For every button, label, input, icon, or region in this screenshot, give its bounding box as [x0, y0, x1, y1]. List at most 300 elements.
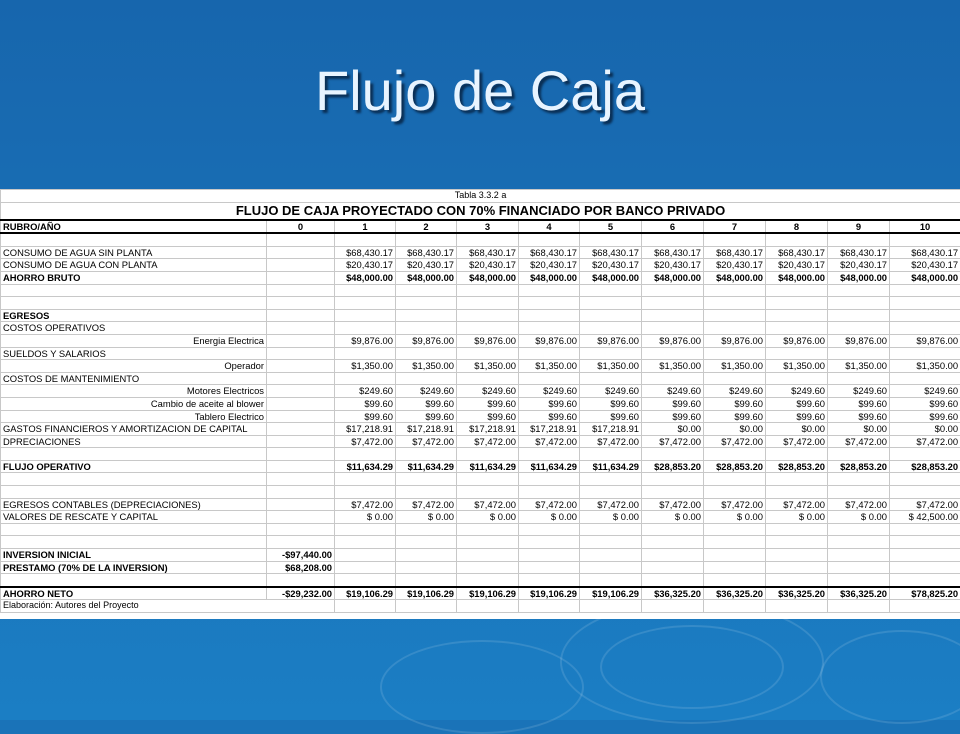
row-value-cell	[642, 473, 704, 486]
row-value-cell	[267, 410, 335, 423]
row-value-cell: $99.60	[519, 410, 580, 423]
row-value-cell	[396, 473, 457, 486]
row-value-cell: $11,634.29	[519, 460, 580, 473]
row-value-cell	[580, 297, 642, 310]
row-label: EGRESOS	[1, 309, 267, 322]
row-value-cell: $9,876.00	[335, 334, 396, 347]
row-value-cell	[335, 233, 396, 246]
row-value-cell	[642, 574, 704, 587]
row-value-cell	[704, 473, 766, 486]
empty-cell	[335, 600, 396, 613]
row-value-cell: $7,472.00	[766, 498, 828, 511]
row-value-cell	[766, 233, 828, 246]
row-value-cell	[335, 523, 396, 536]
row-value-cell	[642, 448, 704, 461]
row-value-cell	[642, 372, 704, 385]
row-value-cell: $9,876.00	[519, 334, 580, 347]
row-value-cell	[396, 347, 457, 360]
row-value-cell	[828, 549, 890, 562]
row-value-cell: $48,000.00	[890, 271, 960, 284]
row-label	[1, 536, 267, 549]
table-row	[1, 397, 960, 410]
row-value-cell: $7,472.00	[457, 498, 519, 511]
year-header: 2	[396, 220, 457, 234]
row-value-cell: $ 42,500.00	[890, 511, 960, 524]
row-value-cell: $20,430.17	[457, 259, 519, 272]
row-value-cell	[519, 561, 580, 574]
row-value-cell: $20,430.17	[642, 259, 704, 272]
row-value-cell: $249.60	[890, 385, 960, 398]
row-value-cell	[519, 347, 580, 360]
table-row	[1, 259, 960, 272]
row-value-cell	[267, 460, 335, 473]
row-value-cell	[396, 309, 457, 322]
row-value-cell	[457, 297, 519, 310]
row-value-cell	[457, 448, 519, 461]
source-note: Elaboración: Autores del Proyecto	[1, 600, 335, 613]
row-value-cell	[335, 372, 396, 385]
row-value-cell	[580, 574, 642, 587]
row-value-cell	[704, 549, 766, 562]
row-value-cell	[642, 486, 704, 499]
empty-cell	[828, 600, 890, 613]
table-row	[1, 347, 960, 360]
row-value-cell: $9,876.00	[642, 334, 704, 347]
row-value-cell	[890, 536, 960, 549]
row-value-cell: $11,634.29	[396, 460, 457, 473]
row-label: AHORRO BRUTO	[1, 271, 267, 284]
row-value-cell	[828, 284, 890, 297]
row-value-cell	[704, 574, 766, 587]
table-row	[1, 309, 960, 322]
row-value-cell	[828, 536, 890, 549]
row-value-cell	[519, 309, 580, 322]
row-value-cell: $28,853.20	[642, 460, 704, 473]
row-value-cell: $ 0.00	[704, 511, 766, 524]
row-value-cell	[890, 574, 960, 587]
table-row	[1, 536, 960, 549]
row-value-cell	[580, 322, 642, 335]
row-value-cell	[766, 486, 828, 499]
year-header: 1	[335, 220, 396, 234]
table-row	[1, 549, 960, 562]
total-row	[1, 587, 960, 600]
row-value-cell	[396, 574, 457, 587]
row-value-cell	[704, 347, 766, 360]
row-label	[1, 284, 267, 297]
year-header: 4	[519, 220, 580, 234]
total-value-cell: $36,325.20	[828, 587, 890, 600]
row-value-cell	[704, 372, 766, 385]
row-value-cell: $48,000.00	[519, 271, 580, 284]
row-value-cell: $7,472.00	[335, 498, 396, 511]
row-value-cell	[267, 347, 335, 360]
row-value-cell: $48,000.00	[396, 271, 457, 284]
row-value-cell	[828, 297, 890, 310]
row-value-cell	[457, 549, 519, 562]
row-value-cell	[766, 536, 828, 549]
row-value-cell: $ 0.00	[457, 511, 519, 524]
row-value-cell	[396, 561, 457, 574]
row-value-cell	[890, 233, 960, 246]
row-value-cell: $7,472.00	[890, 498, 960, 511]
row-value-cell: $99.60	[766, 410, 828, 423]
row-value-cell	[828, 574, 890, 587]
empty-cell	[766, 600, 828, 613]
row-value-cell: $1,350.00	[766, 360, 828, 373]
row-value-cell	[396, 536, 457, 549]
row-label	[1, 473, 267, 486]
row-value-cell	[580, 561, 642, 574]
row-value-cell: $48,000.00	[335, 271, 396, 284]
row-value-cell	[766, 448, 828, 461]
row-value-cell: $20,430.17	[519, 259, 580, 272]
row-label	[1, 448, 267, 461]
row-value-cell: $ 0.00	[396, 511, 457, 524]
row-value-cell	[766, 473, 828, 486]
row-value-cell: $99.60	[704, 397, 766, 410]
row-value-cell	[519, 372, 580, 385]
table-row	[1, 423, 960, 436]
row-value-cell: $ 0.00	[642, 511, 704, 524]
row-value-cell: $17,218.91	[580, 423, 642, 436]
table-row	[1, 385, 960, 398]
row-value-cell: $48,000.00	[580, 271, 642, 284]
row-value-cell: $20,430.17	[890, 259, 960, 272]
cash-flow-table	[0, 189, 960, 613]
row-value-cell: $7,472.00	[519, 435, 580, 448]
row-value-cell: $9,876.00	[704, 334, 766, 347]
row-value-cell: $68,430.17	[766, 246, 828, 259]
row-label: COSTOS OPERATIVOS	[1, 322, 267, 335]
row-value-cell	[267, 511, 335, 524]
row-value-cell	[457, 284, 519, 297]
row-value-cell	[890, 322, 960, 335]
row-value-cell	[335, 536, 396, 549]
row-value-cell: $99.60	[642, 397, 704, 410]
row-value-cell: $20,430.17	[396, 259, 457, 272]
row-value-cell: $0.00	[890, 423, 960, 436]
row-value-cell	[267, 297, 335, 310]
empty-cell	[519, 600, 580, 613]
row-value-cell	[267, 486, 335, 499]
year-header: 8	[766, 220, 828, 234]
table-caption: Tabla 3.3.2 a	[1, 190, 960, 203]
year-header: 0	[267, 220, 335, 234]
row-value-cell	[335, 297, 396, 310]
rubro-header: RUBRO/AÑO	[1, 220, 267, 234]
row-value-cell: $7,472.00	[519, 498, 580, 511]
row-value-cell: $249.60	[766, 385, 828, 398]
row-value-cell	[396, 233, 457, 246]
row-value-cell	[580, 473, 642, 486]
row-value-cell: $9,876.00	[828, 334, 890, 347]
row-value-cell: $68,430.17	[580, 246, 642, 259]
row-value-cell: $99.60	[828, 397, 890, 410]
water-ripple-decoration	[600, 625, 784, 709]
table-row	[1, 448, 960, 461]
table-row	[1, 574, 960, 587]
row-value-cell: $ 0.00	[335, 511, 396, 524]
row-value-cell: $68,430.17	[890, 246, 960, 259]
row-value-cell: $48,000.00	[766, 271, 828, 284]
row-value-cell: $7,472.00	[396, 435, 457, 448]
row-value-cell: $7,472.00	[828, 498, 890, 511]
empty-cell	[642, 600, 704, 613]
table-row	[1, 322, 960, 335]
row-value-cell	[267, 498, 335, 511]
row-value-cell	[396, 297, 457, 310]
table-row	[1, 435, 960, 448]
row-value-cell	[335, 473, 396, 486]
row-value-cell	[335, 561, 396, 574]
row-value-cell	[267, 473, 335, 486]
row-value-cell: $1,350.00	[396, 360, 457, 373]
table-caption-row	[1, 190, 960, 203]
row-value-cell	[267, 284, 335, 297]
row-value-cell: $20,430.17	[704, 259, 766, 272]
row-value-cell: $1,350.00	[828, 360, 890, 373]
row-value-cell: -$97,440.00	[267, 549, 335, 562]
row-value-cell	[457, 561, 519, 574]
row-value-cell	[519, 284, 580, 297]
row-value-cell	[457, 309, 519, 322]
row-value-cell	[704, 322, 766, 335]
row-label: Operador	[1, 360, 267, 373]
row-value-cell	[766, 284, 828, 297]
row-value-cell	[704, 297, 766, 310]
table-row	[1, 410, 960, 423]
table-row	[1, 271, 960, 284]
row-value-cell	[267, 271, 335, 284]
row-label: DPRECIACIONES	[1, 435, 267, 448]
row-value-cell: $99.60	[766, 397, 828, 410]
row-label	[1, 523, 267, 536]
row-value-cell	[828, 309, 890, 322]
row-value-cell	[335, 448, 396, 461]
row-value-cell: $249.60	[457, 385, 519, 398]
total-value-cell: $36,325.20	[766, 587, 828, 600]
row-value-cell: $17,218.91	[519, 423, 580, 436]
row-value-cell	[704, 536, 766, 549]
row-value-cell: $48,000.00	[828, 271, 890, 284]
table-row	[1, 460, 960, 473]
row-value-cell: $20,430.17	[580, 259, 642, 272]
row-value-cell	[267, 423, 335, 436]
row-value-cell	[267, 259, 335, 272]
row-value-cell: $17,218.91	[396, 423, 457, 436]
row-label: CONSUMO DE AGUA CON PLANTA	[1, 259, 267, 272]
row-value-cell: $99.60	[580, 410, 642, 423]
row-value-cell: $99.60	[457, 397, 519, 410]
table-row	[1, 372, 960, 385]
row-value-cell	[335, 322, 396, 335]
row-label	[1, 574, 267, 587]
row-value-cell	[396, 523, 457, 536]
row-value-cell	[766, 297, 828, 310]
table-row	[1, 511, 960, 524]
row-value-cell: $1,350.00	[580, 360, 642, 373]
row-value-cell: $99.60	[335, 397, 396, 410]
year-header: 9	[828, 220, 890, 234]
row-value-cell: $7,472.00	[642, 435, 704, 448]
row-value-cell: $7,472.00	[828, 435, 890, 448]
row-label: INVERSION INICIAL	[1, 549, 267, 562]
row-value-cell	[642, 297, 704, 310]
row-value-cell	[335, 486, 396, 499]
row-value-cell: $249.60	[396, 385, 457, 398]
row-value-cell	[890, 309, 960, 322]
row-value-cell	[457, 473, 519, 486]
row-value-cell	[580, 448, 642, 461]
row-label: EGRESOS CONTABLES (DEPRECIACIONES)	[1, 498, 267, 511]
row-value-cell	[704, 448, 766, 461]
row-value-cell: $99.60	[457, 410, 519, 423]
row-value-cell	[396, 322, 457, 335]
row-value-cell	[267, 448, 335, 461]
year-header: 7	[704, 220, 766, 234]
year-header: 10	[890, 220, 960, 234]
row-value-cell	[519, 486, 580, 499]
row-value-cell: $99.60	[890, 410, 960, 423]
row-value-cell	[267, 360, 335, 373]
row-value-cell	[457, 574, 519, 587]
row-value-cell	[519, 322, 580, 335]
row-value-cell	[766, 372, 828, 385]
row-value-cell	[704, 284, 766, 297]
row-value-cell	[890, 297, 960, 310]
row-value-cell: $68,430.17	[828, 246, 890, 259]
row-value-cell: $ 0.00	[519, 511, 580, 524]
row-value-cell	[335, 549, 396, 562]
total-value-cell: $36,325.20	[704, 587, 766, 600]
row-value-cell: $68,430.17	[704, 246, 766, 259]
row-value-cell	[828, 347, 890, 360]
row-value-cell	[766, 549, 828, 562]
row-value-cell	[580, 233, 642, 246]
row-label: GASTOS FINANCIEROS Y AMORTIZACION DE CAPITAL	[1, 423, 267, 436]
row-value-cell: $99.60	[890, 397, 960, 410]
total-label: AHORRO NETO	[1, 587, 267, 600]
table-row	[1, 334, 960, 347]
row-label: COSTOS DE MANTENIMIENTO	[1, 372, 267, 385]
row-value-cell	[396, 549, 457, 562]
row-label	[1, 297, 267, 310]
row-value-cell	[828, 523, 890, 536]
row-value-cell	[267, 334, 335, 347]
row-value-cell	[335, 309, 396, 322]
row-value-cell: $ 0.00	[766, 511, 828, 524]
row-value-cell: $20,430.17	[766, 259, 828, 272]
total-value-cell: $19,106.29	[519, 587, 580, 600]
row-value-cell	[642, 561, 704, 574]
row-value-cell: $249.60	[828, 385, 890, 398]
row-value-cell: $99.60	[335, 410, 396, 423]
row-value-cell	[267, 246, 335, 259]
row-value-cell: $0.00	[828, 423, 890, 436]
row-value-cell	[580, 372, 642, 385]
row-value-cell: $99.60	[828, 410, 890, 423]
row-value-cell: $99.60	[396, 410, 457, 423]
row-value-cell	[267, 309, 335, 322]
row-value-cell: $11,634.29	[335, 460, 396, 473]
row-value-cell	[890, 561, 960, 574]
row-value-cell	[580, 284, 642, 297]
table-row	[1, 498, 960, 511]
total-value-cell: $78,825.20	[890, 587, 960, 600]
table-row	[1, 297, 960, 310]
row-value-cell	[519, 473, 580, 486]
row-value-cell: $68,430.17	[396, 246, 457, 259]
row-value-cell: $68,430.17	[335, 246, 396, 259]
year-header: 6	[642, 220, 704, 234]
row-value-cell	[580, 549, 642, 562]
row-value-cell: $48,000.00	[642, 271, 704, 284]
row-value-cell	[335, 284, 396, 297]
row-value-cell	[766, 561, 828, 574]
row-value-cell: $7,472.00	[642, 498, 704, 511]
row-value-cell: $1,350.00	[457, 360, 519, 373]
empty-cell	[396, 600, 457, 613]
row-value-cell: $249.60	[519, 385, 580, 398]
row-value-cell: $1,350.00	[704, 360, 766, 373]
row-value-cell	[704, 233, 766, 246]
row-value-cell	[267, 397, 335, 410]
table-row	[1, 473, 960, 486]
row-value-cell	[457, 233, 519, 246]
row-value-cell	[890, 372, 960, 385]
row-value-cell: $ 0.00	[580, 511, 642, 524]
row-value-cell: $7,472.00	[890, 435, 960, 448]
row-value-cell: $1,350.00	[335, 360, 396, 373]
row-value-cell: $249.60	[335, 385, 396, 398]
row-value-cell	[267, 233, 335, 246]
row-value-cell: $0.00	[642, 423, 704, 436]
row-value-cell: $9,876.00	[457, 334, 519, 347]
row-value-cell: $7,472.00	[766, 435, 828, 448]
row-value-cell	[704, 309, 766, 322]
year-header: 3	[457, 220, 519, 234]
row-value-cell	[457, 523, 519, 536]
table-row	[1, 360, 960, 373]
row-value-cell	[580, 309, 642, 322]
total-value-cell: $19,106.29	[335, 587, 396, 600]
row-value-cell	[580, 523, 642, 536]
note-row	[1, 600, 960, 613]
empty-cell	[580, 600, 642, 613]
row-value-cell	[519, 536, 580, 549]
row-value-cell	[267, 574, 335, 587]
row-value-cell: $11,634.29	[580, 460, 642, 473]
row-value-cell	[890, 486, 960, 499]
row-value-cell: $7,472.00	[335, 435, 396, 448]
row-value-cell	[642, 549, 704, 562]
row-value-cell: $99.60	[580, 397, 642, 410]
row-value-cell	[457, 372, 519, 385]
row-value-cell: $68,430.17	[642, 246, 704, 259]
total-value-cell: $19,106.29	[396, 587, 457, 600]
row-value-cell: $7,472.00	[580, 435, 642, 448]
row-value-cell: $9,876.00	[890, 334, 960, 347]
row-label: Energia Electrica	[1, 334, 267, 347]
row-value-cell: $9,876.00	[580, 334, 642, 347]
row-value-cell: $99.60	[704, 410, 766, 423]
row-value-cell	[267, 523, 335, 536]
table-heading: FLUJO DE CAJA PROYECTADO CON 70% FINANCIADO POR BANCO PRIVADO	[1, 202, 960, 220]
table-row	[1, 284, 960, 297]
row-value-cell: $28,853.20	[704, 460, 766, 473]
empty-cell	[890, 600, 960, 613]
